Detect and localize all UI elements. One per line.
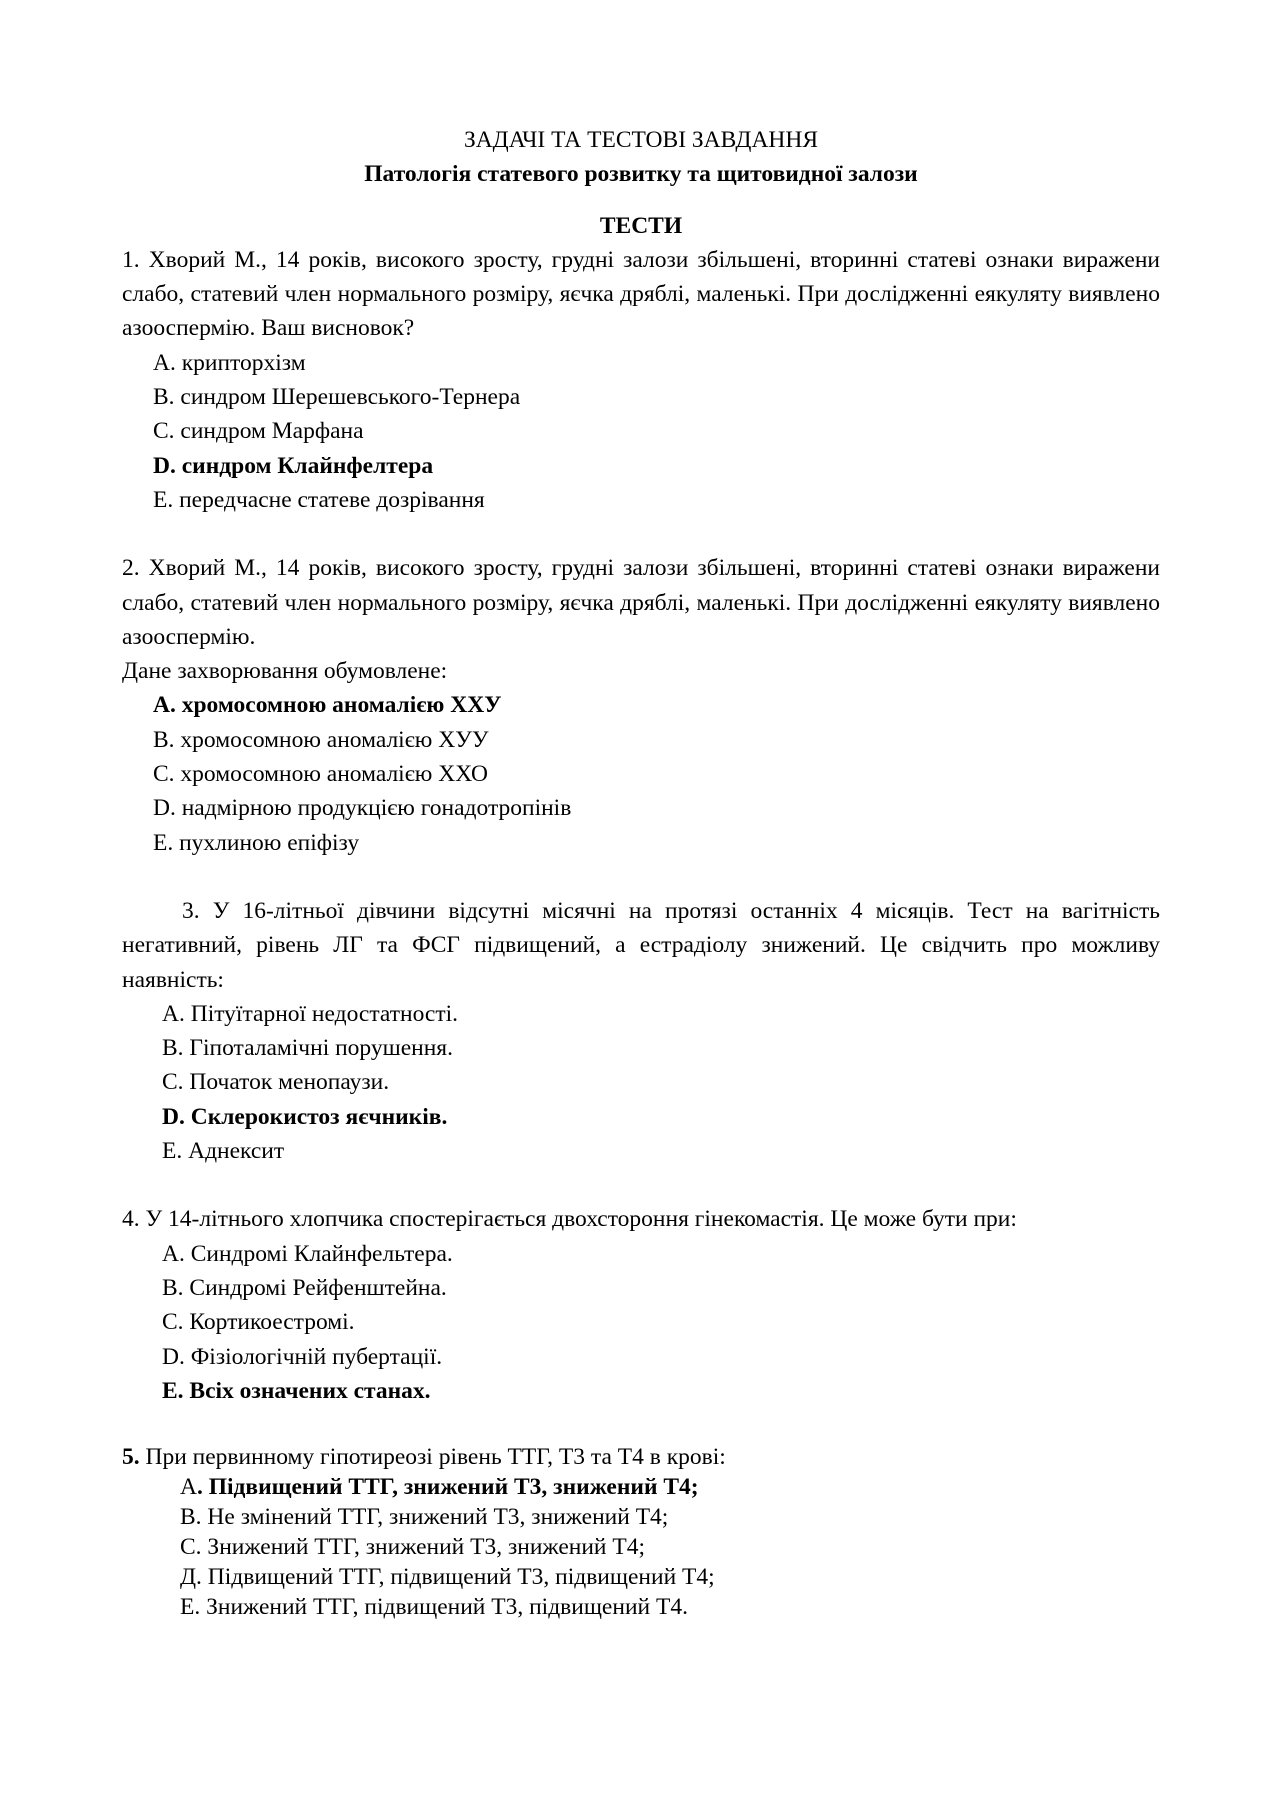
q1-option-a: A. крипторхізм	[153, 349, 306, 376]
document-title: ЗАДАЧІ ТА ТЕСТОВІ ЗАВДАННЯ	[463, 127, 819, 153]
q5-option-a-correct	[180, 1472, 1160, 1502]
q3-option-c: C. Початок менопаузи.	[162, 1069, 390, 1096]
q2-option-b: B. хромосомною аномалією ХУУ	[153, 726, 489, 753]
q2-option-c: C. хромосомною аномалією ХХО	[153, 761, 488, 788]
question-4-text: 4. У 14-літнього хлопчика спостерігається двохстороння гінекомастія. Це може бути при:	[122, 1206, 1017, 1233]
q4-option-c: C. Кортикоестромі.	[162, 1309, 355, 1336]
q4-option-a: A. Синдромі Клайнфельтера.	[162, 1240, 453, 1267]
q5-option-c: С. Знижений ТТГ, знижений Т3, знижений Т4;	[180, 1534, 645, 1561]
q2-option-a-correct: A. хромосомною аномалією ХХУ	[153, 692, 502, 719]
section-heading: ТЕСТИ	[599, 212, 683, 239]
q5-option-d: Д. Підвищений ТТГ, підвищений Т3, підвищений Т4;	[180, 1564, 715, 1591]
q5-option-a-text: . Підвищений ТТГ, знижений Т3, знижений Т4;	[196, 1474, 699, 1501]
question-5-body: При первинному гіпотиреозі рівень ТТГ, Т3 та Т4 в крові:	[139, 1444, 726, 1471]
question-2-text: 2. Хворий М., 14 років, високого зросту, грудні залози збільшені, вторинні статеві ознаки виражени слабо, статевий член нормального розміру, яєчка дряблі, маленькі. При дослідженні еякуляту виявлено азооспермію.	[122, 555, 1160, 650]
q3-option-e: E. Аднексит	[162, 1138, 285, 1165]
q2-option-e: E. пухлиною епіфізу	[153, 829, 360, 856]
q5-option-b: В. Не змінений ТТГ, знижений Т3, знижений Т4;	[180, 1504, 669, 1531]
q3-option-d-correct: D. Склерокистоз яєчників.	[162, 1103, 448, 1130]
question-5-number: 5.	[122, 1444, 140, 1471]
question-1-text: 1. Хворий М., 14 років, високого зросту, грудні залози збільшені, вторинні статеві ознаки виражени слабо, статевий член нормального розміру, яєчка дряблі, маленькі. При дослідженні еякуляту виявлено азооспермію. Ваш висновок?	[122, 246, 1160, 342]
q5-option-a-letter: А	[180, 1474, 197, 1501]
document-subtitle: Патологія статевого розвитку та щитовидної залози	[364, 161, 918, 188]
q3-option-a: A. Пітуїтарної недостатності.	[162, 1000, 459, 1027]
q4-option-b: B. Синдромі Рейфенштейна.	[162, 1274, 447, 1301]
q1-option-b: B. синдром Шерешевського-Тернера	[153, 384, 521, 411]
document-page	[122, 123, 1160, 1622]
q1-option-c: C. синдром Марфана	[153, 418, 364, 445]
q1-option-d-correct: D. синдром Клайнфелтера	[153, 452, 434, 479]
q4-option-e-correct: E. Всіх означених станах.	[162, 1377, 431, 1404]
question-3-text: 3. У 16-літньої дівчини відсутні місячні на протязі останніх 4 місяців. Тест на вагітність негативний, рівень ЛГ та ФСГ підвищений, а естрадіолу знижений. Це свідчить про можливу наявність:	[122, 897, 1160, 993]
q5-option-e: Е. Знижений ТТГ, підвищений Т3, підвищений Т4.	[180, 1594, 688, 1621]
q1-option-e: E. передчасне статеве дозрівання	[153, 486, 485, 513]
question-2-text-continued: Дане захворювання обумовлене:	[122, 658, 448, 685]
q3-option-b: B. Гіпоталамічні порушення.	[162, 1035, 453, 1062]
q2-option-d: D. надмірною продукцією гонадотропінів	[153, 795, 572, 822]
q4-option-d: D. Фізіологічній пубертації.	[162, 1343, 443, 1370]
question-5-text	[122, 1442, 1160, 1472]
